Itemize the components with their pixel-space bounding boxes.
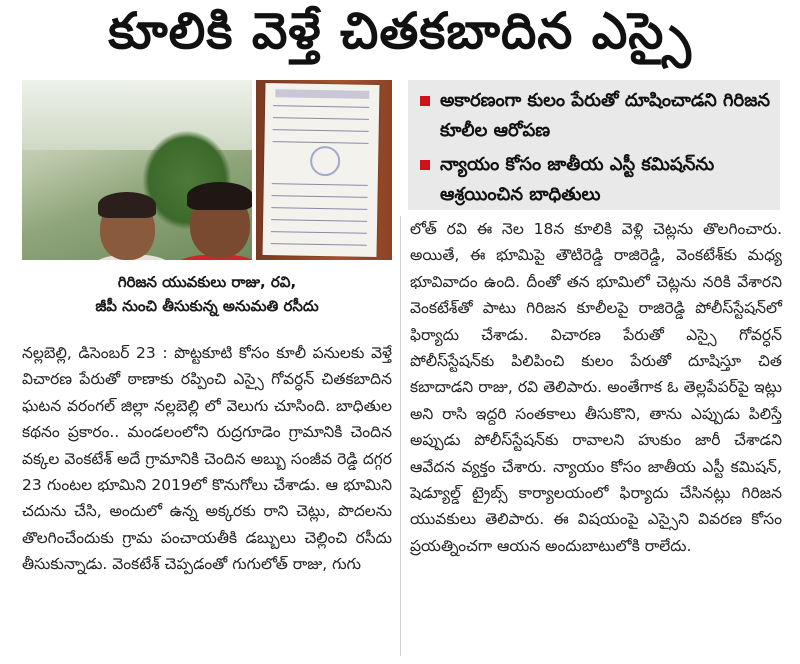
gp-receipt <box>263 83 380 257</box>
receipt-line <box>273 129 369 132</box>
caption-line-1: గిరిజన యువకులు రాజు, రవి, <box>117 273 297 291</box>
highlight-item <box>416 150 772 210</box>
red-square-bullet-icon <box>420 160 430 170</box>
red-square-bullet-icon <box>420 96 430 106</box>
article-right-text: లోత్ రవి ఈ నెల 18న కూలికి వెళ్లి చెట్లను తొలగించారు. అయితే, ఈ భూమిపై తౌటిరెడ్డి రాజిరెడ్డి, వెంకటేశ్‌కు మధ్య భూవివాదం ఉంది. దీంతో తన భూమిలో చెట్లను నరికి వేశారని వెంకటేశ్‌తో పాటు గిరిజన కూలీలపై రాజిరెడ్డి పోలీస్‌స్టేషన్‌లో ఫిర్యాదు చేశాడు. విచారణ పేరుతో ఎస్సై గోవర్ధన్ పోలీస్‌స్టేషన్‌కు పిలిపించి కులం పేరుతో దూషిస్తూ చిత కబాదాడని రాజు, రవి తెలిపారు. అంతేగాక ఓ తెల్లపేపర్‌పై ఇట్లు అని రాసి ఇద్దరి సంతకాలు తీసుకొని, తాను ఎప్పుడు పిలిస్తే అప్పుడు పోలీస్‌స్టేషన్‌కు రావాలని హుకుం జారీ చేశాడని ఆవేదన వ్యక్తం చేశారు. న్యాయం కోసం జాతీయ ఎస్టీ కమిషన్, షెడ్యూల్డ్ ట్రైబ్స్ కార్యాలయంలో ఫిర్యాదు చేసినట్లు గిరిజన యువకులు తెలిపారు. ఈ విషయంపై ఎస్సైని వివరణ కోసం ప్రయత్నించగా ఆయన అందుబాటులోకి రాలేదు. <box>410 220 782 555</box>
receipt-line <box>272 183 368 186</box>
highlight-text: న్యాయం కోసం జాతీయ ఎస్టీ కమిషన్‌ను ఆశ్రయించిన బాధితులు <box>440 154 715 205</box>
person-ravi-body <box>157 255 252 260</box>
caption-line-2: జీపీ నుంచి తీసుకున్న అనుమతి రసీదు <box>95 297 319 315</box>
person-raju-hair <box>98 192 156 218</box>
receipt-line <box>271 207 367 210</box>
article-left-text: నల్లబెల్లి, డిసెంబర్ 23 : పొట్టకూటి కోసం కూలీ పనులకు వెళ్తే విచారణ పేరుతో ఠాణాకు రప్పించి ఎస్సై గోవర్ధన్ చితకబాదిన ఘటన వరంగల్ జిల్లా నల్లబెల్లి లో వెలుగు చూసింది. బాధితుల కథనం ప్రకారం.. మండలంలోని రుద్రగూడెం గ్రామానికి చెందిన వక్కల వెంకటేశ్ అదే గ్రామానికి చెందిన అబ్బు సంజీవ రెడ్డి దగ్గర 23 గుంటల భూమిని 2019లో కొనుగోలు చేశాడు. ఆ భూమిని చదును చేసి, అందులో ఉన్న అక్కరకు రాని చెట్లు, పొదలను తొలగించేందుకు గ్రామ పంచాయతీకి డబ్బులు చెల్లించి రసీదు తీసుకున్నాడు. వెంకటేశ్ చెప్పడంతో గుగులోత్ రాజు, గుగు <box>22 344 392 574</box>
receipt-line <box>271 243 367 246</box>
receipt-line <box>271 219 367 222</box>
highlights-box <box>408 80 780 210</box>
article-column-right <box>410 216 782 559</box>
receipt-stamp <box>310 146 341 177</box>
highlight-text: అకారణంగా కులం పేరుతో దూషించాడని గిరిజన కూలీల ఆరోపణ <box>440 90 771 141</box>
highlight-item <box>416 86 772 146</box>
receipt-line <box>272 141 368 144</box>
receipt-line <box>271 231 367 234</box>
receipt-line <box>272 195 368 198</box>
youths-photo <box>22 80 252 260</box>
photo-caption <box>22 270 392 318</box>
receipt-line <box>273 117 369 120</box>
article-column-left <box>22 340 392 578</box>
receipt-photo <box>256 80 392 260</box>
headline: కూలికి వెళ్తే చితకబాదిన ఎస్సై <box>108 1 692 60</box>
receipt-line <box>273 105 369 108</box>
column-divider <box>400 216 401 656</box>
person-ravi-hair <box>187 182 252 210</box>
receipt-header <box>275 89 369 99</box>
